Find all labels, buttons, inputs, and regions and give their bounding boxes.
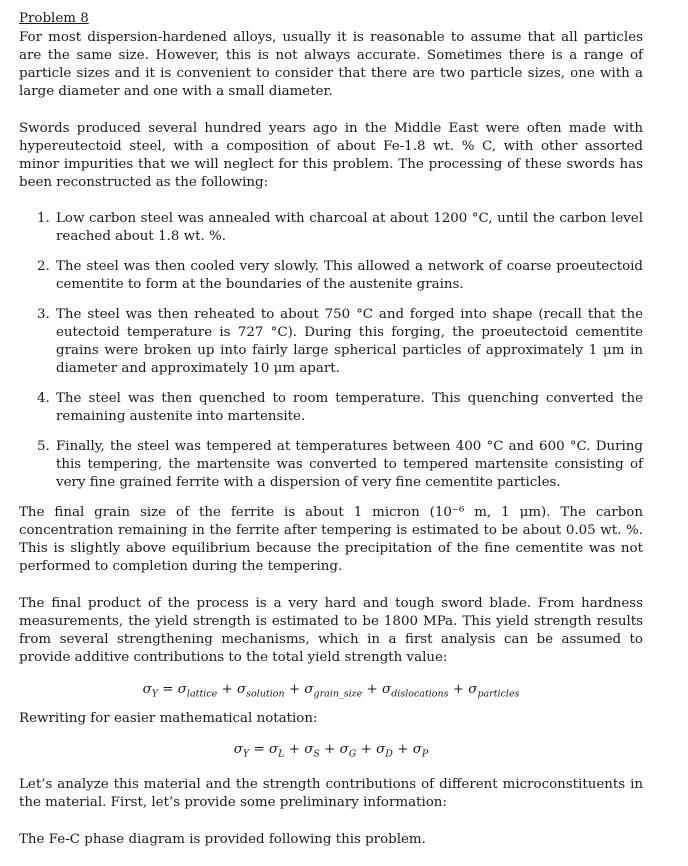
intro-paragraph: For most dispersion-hardened alloys, usually it is reasonable to assume that all particles are the same size. However, this is not always accurate. Sometimes there is a range of particle sizes and it is convenient to consider that there are two particle sizes, one with a large diameter and one with a small diameter.	[19, 30, 643, 99]
yield-equation-full: $\sigma_Y = \sigma_{lattice} + \sigma_{solution} + \sigma_{grain\_size} + \sigma_{dislocations} + \sigma_{particles}$	[142, 682, 520, 700]
step-number: 3.	[37, 307, 50, 322]
problem-title: Problem 8	[19, 11, 89, 26]
phase-diagram-note: The Fe-C phase diagram is provided following this problem.	[19, 832, 426, 848]
step-text: The steel was then reheated to about 750 °C and forged into shape (recall that the eutectoid temperature is 727 °C). During this forging, the proeutectoid cementite grains were broken up into fairly large spherical particles of approximately 1 μm in diameter and approximately 10 μm apart.	[56, 307, 643, 376]
step-number: 2.	[37, 259, 50, 274]
problem-page	[19, 10, 643, 849]
processing-steps-list	[19, 210, 643, 492]
analyze-paragraph: Let’s analyze this material and the strength contributions of different microconstituents in the material. First, let’s provide some preliminary information:	[19, 777, 643, 811]
list-item	[19, 390, 643, 426]
yield-strength-paragraph: The final product of the process is a very hard and tough sword blade. From hardness measurements, the yield strength is estimated to be 1800 MPa. This yield strength results from several strengthening mechanisms, which in a first analysis can be assumed to provide additive contributions to the total yield strength value:	[19, 596, 643, 665]
yield-equation-short: $\sigma_Y = \sigma_L + \sigma_S + \sigma_G + \sigma_D + \sigma_P$	[233, 741, 429, 760]
step-text: Low carbon steel was annealed with charcoal at about 1200 °C, until the carbon level reached about 1.8 wt. %.	[56, 211, 643, 244]
step-number: 5.	[37, 439, 50, 454]
list-item	[19, 306, 643, 378]
step-text: The steel was then quenched to room temperature. This quenching converted the remaining austenite into martensite.	[56, 391, 643, 424]
step-text: The steel was then cooled very slowly. This allowed a network of coarse proeutectoid cementite to form at the boundaries of the austenite grains.	[56, 259, 643, 292]
grain-size-paragraph: The final grain size of the ferrite is about 1 micron (10⁻⁶ m, 1 μm). The carbon concentration remaining in the ferrite after tempering is estimated to be about 0.05 wt. %. This is slightly above equilibrium because the precipitation of the fine cementite was not performed to completion during the tempering.	[19, 505, 643, 574]
list-item	[19, 210, 643, 246]
step-number: 1.	[37, 211, 50, 226]
step-number: 4.	[37, 391, 50, 406]
swords-paragraph: Swords produced several hundred years ago in the Middle East were often made with hypereutectoid steel, with a composition of about Fe-1.8 wt. % C, with other assorted minor impurities that we will neglect for this problem. The processing of these swords has been reconstructed as the following:	[19, 121, 643, 190]
list-item	[19, 258, 643, 294]
step-text: Finally, the steel was tempered at temperatures between 400 °C and 600 °C. During this tempering, the martensite was converted to tempered martensite consisting of very fine grained ferrite with a dispersion of very fine cementite particles.	[56, 439, 643, 490]
list-item	[19, 438, 643, 492]
rewriting-text: Rewriting for easier mathematical notation:	[19, 710, 318, 726]
